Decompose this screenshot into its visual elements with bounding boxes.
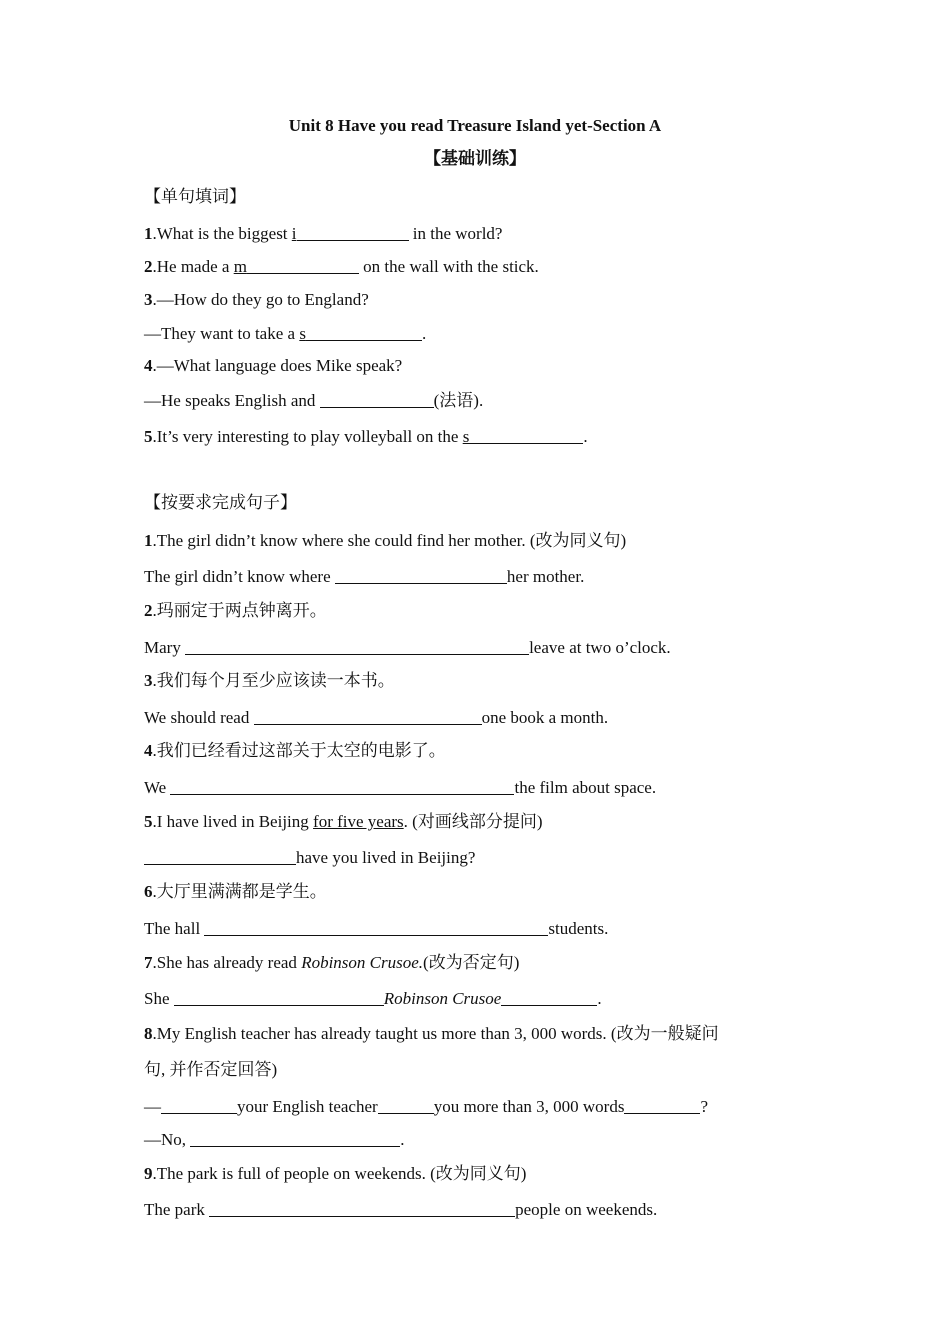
answer-blank[interactable] — [306, 323, 422, 341]
section-heading-complete-sentences: 【按要求完成句子】 — [144, 493, 297, 512]
answer-blank[interactable] — [320, 390, 434, 408]
sentence-item-4-question: 4.我们已经看过这部关于太空的电影了。 — [144, 741, 446, 760]
sentence-item-1-question: 1.The girl didn’t know where she could find her mother. (改为同义句) — [144, 531, 627, 550]
answer-blank[interactable] — [624, 1096, 700, 1114]
answer-blank[interactable] — [190, 1129, 400, 1147]
sentence-item-2-answer: Mary leave at two o’clock. — [144, 638, 671, 657]
sentence-item-3-question: 3.我们每个月至少应该读一本书。 — [144, 671, 395, 690]
fill-item-3-answer: —They want to take a s . — [144, 324, 427, 343]
subtitle: 【基础训练】 — [424, 149, 526, 168]
underlined-phrase: for five years — [313, 812, 404, 831]
sentence-item-8-answer-2: —No, . — [144, 1130, 405, 1149]
sentence-item-9-answer: The park people on weekends. — [144, 1200, 658, 1219]
sentence-item-4-answer: We the film about space. — [144, 778, 657, 797]
sentence-item-8-question: 8.My English teacher has already taught us more than 3, 000 words. (改为一般疑问 — [144, 1024, 719, 1043]
fill-item-1: 1.What is the biggest i in the world? — [144, 224, 503, 243]
answer-blank[interactable] — [174, 988, 384, 1006]
answer-blank[interactable] — [469, 426, 583, 444]
answer-blank[interactable] — [335, 566, 507, 584]
sentence-item-6-question: 6.大厅里满满都是学生。 — [144, 882, 327, 901]
answer-blank[interactable] — [297, 223, 409, 241]
sentence-item-6-answer: The hall students. — [144, 919, 609, 938]
answer-blank[interactable] — [144, 847, 296, 865]
answer-blank[interactable] — [209, 1199, 515, 1217]
answer-blank[interactable] — [378, 1096, 434, 1114]
sentence-item-7-question: 7.She has already read Robinson Crusoe.(改为否定句) — [144, 953, 520, 972]
sentence-item-8-question-cont: 句, 并作否定回答) — [144, 1060, 278, 1079]
sentence-item-9-question: 9.The park is full of people on weekends. (改为同义句) — [144, 1164, 527, 1183]
sentence-item-5-answer: have you lived in Beijing? — [144, 847, 475, 869]
fill-item-5: 5.It’s very interesting to play volleyball on the s . — [144, 427, 588, 446]
answer-blank[interactable] — [501, 988, 597, 1006]
section-heading-fill-words: 【单句填词】 — [144, 187, 246, 206]
answer-blank[interactable] — [185, 637, 529, 655]
fill-item-2: 2.He made a m on the wall with the stick. — [144, 257, 539, 276]
sentence-item-5-question: 5.I have lived in Beijing for five years. (对画线部分提问) — [144, 812, 543, 831]
sentence-item-8-answer-1: — your English teacher you more than 3, 000 words ? — [144, 1097, 708, 1116]
sentence-item-7-answer: She Robinson Crusoe . — [144, 989, 602, 1008]
fill-item-3-question: 3.—How do they go to England? — [144, 290, 369, 309]
answer-blank[interactable] — [254, 707, 482, 725]
answer-blank[interactable] — [170, 777, 514, 795]
fill-item-4-answer: —He speaks English and (法语). — [144, 391, 484, 410]
sentence-item-2-question: 2.玛丽定于两点钟离开。 — [144, 601, 327, 620]
answer-blank[interactable] — [247, 256, 359, 274]
title: Unit 8 Have you read Treasure Island yet-Section A — [288, 116, 662, 135]
sentence-item-3-answer: We should read one book a month. — [144, 708, 609, 727]
sentence-item-1-answer: The girl didn’t know where her mother. — [144, 567, 585, 586]
fill-item-4-question: 4.—What language does Mike speak? — [144, 356, 403, 375]
answer-blank[interactable] — [204, 918, 548, 936]
answer-blank[interactable] — [161, 1096, 237, 1114]
